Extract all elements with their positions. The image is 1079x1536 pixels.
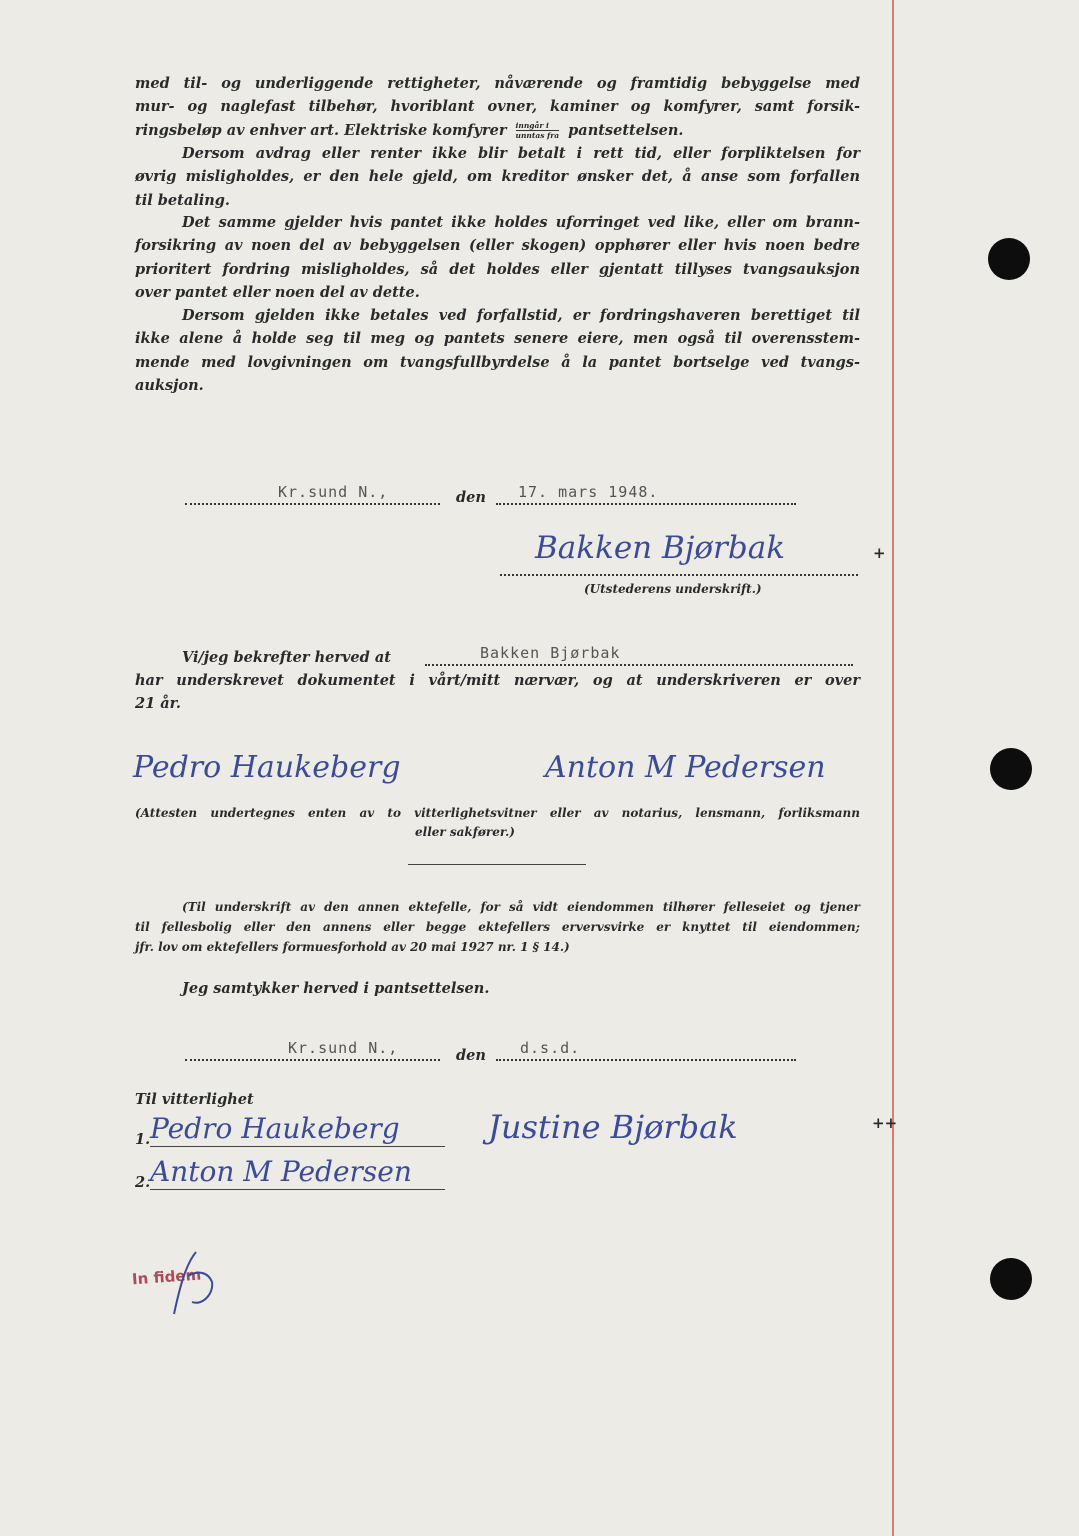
date-field-2: d.s.d.	[520, 1039, 581, 1057]
confirm-name: Bakken Bjørbak	[480, 644, 621, 662]
spouse-plus-mark: ++	[872, 1114, 898, 1132]
included-excluded-fraction	[516, 121, 560, 140]
witness-line	[150, 1146, 445, 1147]
fraction-top: inngår i	[516, 121, 560, 131]
confirm-line: har underskrevet dokumentet i vårt/mitt nærvær, og at underskriveren er over	[135, 672, 860, 689]
issuer-caption: (Utstederens underskrift.)	[584, 582, 762, 596]
issuer-plus-mark: +	[873, 544, 886, 562]
fraction-bottom: unntas fra	[515, 131, 560, 141]
paragraph-pledge-scope	[135, 72, 860, 142]
text-line: med til- og underliggende rettigheter, nåværende og framtidig bebyggelse med	[135, 75, 860, 92]
divider	[408, 864, 586, 865]
text-line: prioritert fordring misligholdes, så det holdes eller gjentatt tillyses tvangsauksjon	[135, 260, 860, 278]
text-line: over pantet eller noen del av dette.	[135, 283, 420, 301]
date-field: 17. mars 1948.	[518, 483, 659, 501]
confirm-prefix: Vi/jeg bekrefter herved at	[182, 649, 391, 666]
paragraph-enforcement	[135, 304, 860, 397]
text-line: til betaling.	[135, 191, 230, 209]
text-line: Dersom gjelden ikke betales ved forfallstid, er fordringshaveren berettiget til	[182, 307, 860, 324]
spouse-note: (Til underskrift av den annen ektefelle, for så vidt eiendommen tilhører felleseiet og tjener	[182, 900, 860, 914]
text-line: Det samme gjelder hvis pantet ikke holdes uforringet ved like, eller om brann-	[182, 214, 860, 231]
spouse-note: jfr. lov om ektefellers formuesforhold av 20 mai 1927 nr. 1 § 14.)	[135, 940, 570, 954]
witness-name-1: Pedro Haukeberg	[150, 1112, 400, 1145]
confirm-line: 21 år.	[135, 695, 181, 712]
text-line	[135, 119, 860, 142]
den-label-2: den	[456, 1047, 486, 1064]
place-field: Kr.sund N.,	[278, 483, 389, 501]
spouse-note: til fellesbolig eller den annens eller begge ektefellers ervervsvirke er knyttet til eiendommen;	[135, 920, 860, 934]
text-segment: pantsettelsen.	[568, 121, 684, 139]
punch-hole	[990, 1258, 1032, 1300]
witness-name-2: Anton M Pedersen	[150, 1155, 412, 1188]
witness-line	[150, 1189, 445, 1190]
text-line: Dersom avdrag eller renter ikke blir betalt i rett tid, eller forpliktelsen for	[182, 145, 860, 162]
attest-note: (Attesten undertegnes enten av to vitterlighetsvitner eller av notarius, lensmann, forliksmann	[135, 806, 860, 820]
text-line: øvrig misligholdes, er den hele gjeld, om kreditor ønsker det, å anse som forfallen	[135, 168, 860, 186]
paragraph-default	[135, 142, 860, 212]
witness-signature-2: Anton M Pedersen	[545, 750, 826, 785]
text-segment: ringsbeløp av enhver art. Elektriske komfyrer	[135, 121, 507, 139]
witness-label: Til vitterlighet	[135, 1091, 254, 1108]
witness-number: 2.	[135, 1174, 151, 1191]
place-field-2: Kr.sund N.,	[288, 1039, 399, 1057]
text-line: auksjon.	[135, 376, 204, 394]
margin-line	[892, 0, 894, 1536]
text-line: mende med lovgivningen om tvangsfullbyrdelse å la pantet bortselge ved tvangs-	[135, 353, 860, 371]
issuer-signature: Bakken Bjørbak	[535, 530, 785, 566]
attest-note: eller sakfører.)	[415, 825, 515, 839]
spouse-signature: Justine Bjørbak	[488, 1108, 738, 1146]
den-label: den	[456, 489, 486, 506]
text-line: ikke alene å holde seg til meg og pantets senere eiere, men også til overensstem-	[135, 330, 860, 348]
consent-text: Jeg samtykker herved i pantsettelsen.	[182, 980, 490, 997]
punch-hole	[990, 748, 1032, 790]
witness-signature-1: Pedro Haukeberg	[133, 750, 401, 785]
text-line: forsikring av noen del av bebyggelsen (eller skogen) opphører eller hvis noen bedre	[135, 237, 860, 255]
paragraph-maintenance	[135, 211, 860, 304]
dotted-line	[500, 574, 858, 576]
witness-number: 1.	[135, 1131, 151, 1148]
text-line: mur- og naglefast tilbehør, hvoriblant ovner, kaminer og komfyrer, samt forsik-	[135, 98, 860, 116]
in-fidem-stamp: In fidem	[131, 1265, 202, 1289]
stamp-signature-mark	[168, 1246, 218, 1318]
punch-hole	[988, 238, 1030, 280]
